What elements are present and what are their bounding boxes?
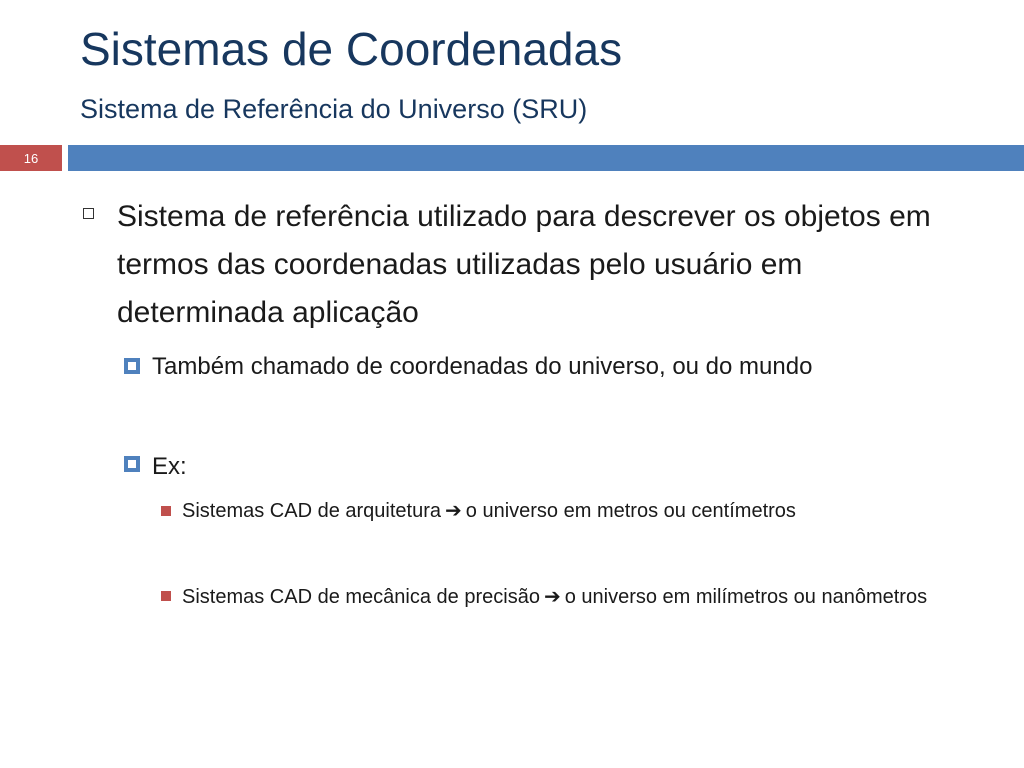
bullet-text: Sistemas CAD de arquitetura [182,500,442,522]
slide-subtitle: Sistema de Referência do Universo (SRU) [80,94,588,124]
bullet-level3-architecture [182,492,962,530]
red-square-bullet-icon [161,506,171,516]
slide-title: Sistemas de Coordenadas [80,23,623,75]
bullet-level2-also-called: Também chamado de coordenadas do universo, ou do mundo [152,353,813,380]
right-arrow-icon: ➔ [543,584,561,608]
right-arrow-icon: ➔ [445,498,462,522]
bullet-level2-example: Ex: [152,453,187,480]
page-number: 16 [23,150,39,166]
bullet-text: o universo em metros ou centímetros [465,500,796,522]
bullet-text: Sistemas CAD de mecânica de precisão [182,586,540,608]
blue-square-bullet-icon [124,456,140,472]
bullet-text: o universo em milímetros ou nanômetros [564,586,928,608]
hollow-square-bullet-icon [83,208,94,219]
bullet-level1: Sistema de referência utilizado para descrever os objetos em termos das coordenadas utilizadas pelo usuário em determinada aplicação [117,200,931,329]
red-square-bullet-icon [161,591,171,601]
bullet-level3-mechanics [182,578,962,616]
blue-square-bullet-icon [124,358,140,374]
